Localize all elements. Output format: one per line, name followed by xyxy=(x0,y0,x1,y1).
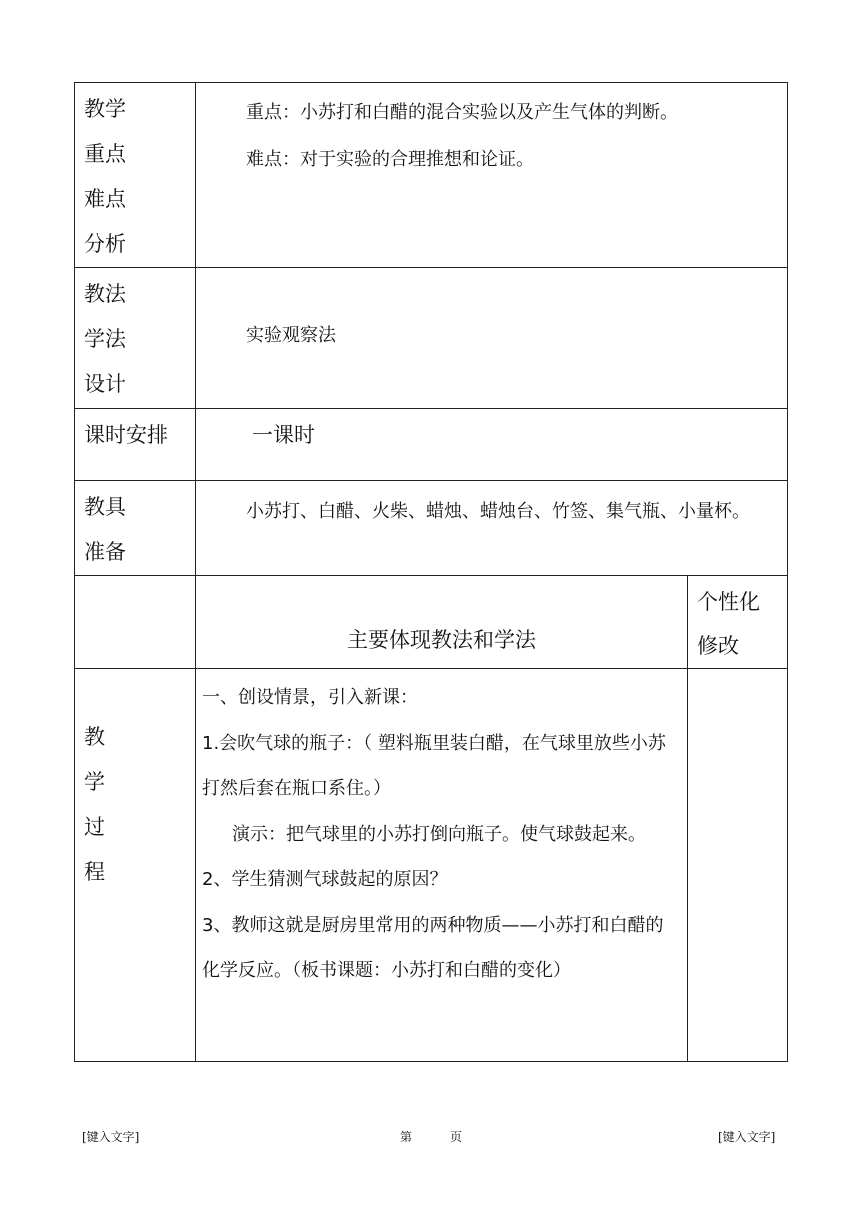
footer-left-text: [键入文字] xyxy=(82,1130,140,1144)
equipment-content xyxy=(196,481,788,576)
method-text: 实验观察法 xyxy=(246,325,336,346)
schedule-row xyxy=(75,409,788,481)
focus-row xyxy=(75,83,788,268)
process-label: 教 学 过 程 xyxy=(75,669,196,1062)
footer-page-number: 第 页 xyxy=(400,1130,463,1144)
schedule-text: 一课时 xyxy=(196,409,788,481)
lesson-plan-table xyxy=(74,82,788,1062)
equipment-row xyxy=(75,481,788,576)
method-content xyxy=(196,268,788,409)
process-line: 3、教师这就是厨房里常用的两种物质——小苏打和白醋的化学反应。（板书课题：小苏打和白醋的变化） xyxy=(202,914,664,981)
main-method-header: 主要体现教法和学法 xyxy=(196,576,688,669)
empty-header-cell xyxy=(75,576,196,669)
process-content xyxy=(196,669,688,1062)
difficulty-text: 难点：对于实验的合理推想和论证。 xyxy=(246,149,534,170)
process-line: 演示：把气球里的小苏打倒向瓶子。使气球鼓起来。 xyxy=(232,823,646,845)
focus-label: 教学 重点 难点 分析 xyxy=(75,83,196,268)
personal-edit-cell xyxy=(688,669,788,1062)
method-label: 教法 学法 设计 xyxy=(75,268,196,409)
process-line: 一、创设情景，引入新课： xyxy=(202,687,418,708)
method-row xyxy=(75,268,788,409)
process-line: 2、学生猜测气球鼓起的原因？ xyxy=(202,869,448,890)
process-header-row xyxy=(75,576,788,669)
equipment-text: 小苏打、白醋、火柴、蜡烛、蜡烛台、竹签、集气瓶、小量杯。 xyxy=(246,501,750,522)
footer-right-text: [键入文字] xyxy=(718,1130,776,1144)
personal-edit-header: 个性化 修改 xyxy=(688,576,788,669)
schedule-label: 课时安排 xyxy=(75,409,196,481)
key-point-text: 重点：小苏打和白醋的混合实验以及产生气体的判断。 xyxy=(246,102,678,123)
equipment-label: 教具 准备 xyxy=(75,481,196,576)
process-line: 1.会吹气球的瓶子：（ 塑料瓶里装白醋，在气球里放些小苏打然后套在瓶口系住。） xyxy=(202,732,666,799)
focus-content xyxy=(196,83,788,268)
process-row xyxy=(75,669,788,1062)
